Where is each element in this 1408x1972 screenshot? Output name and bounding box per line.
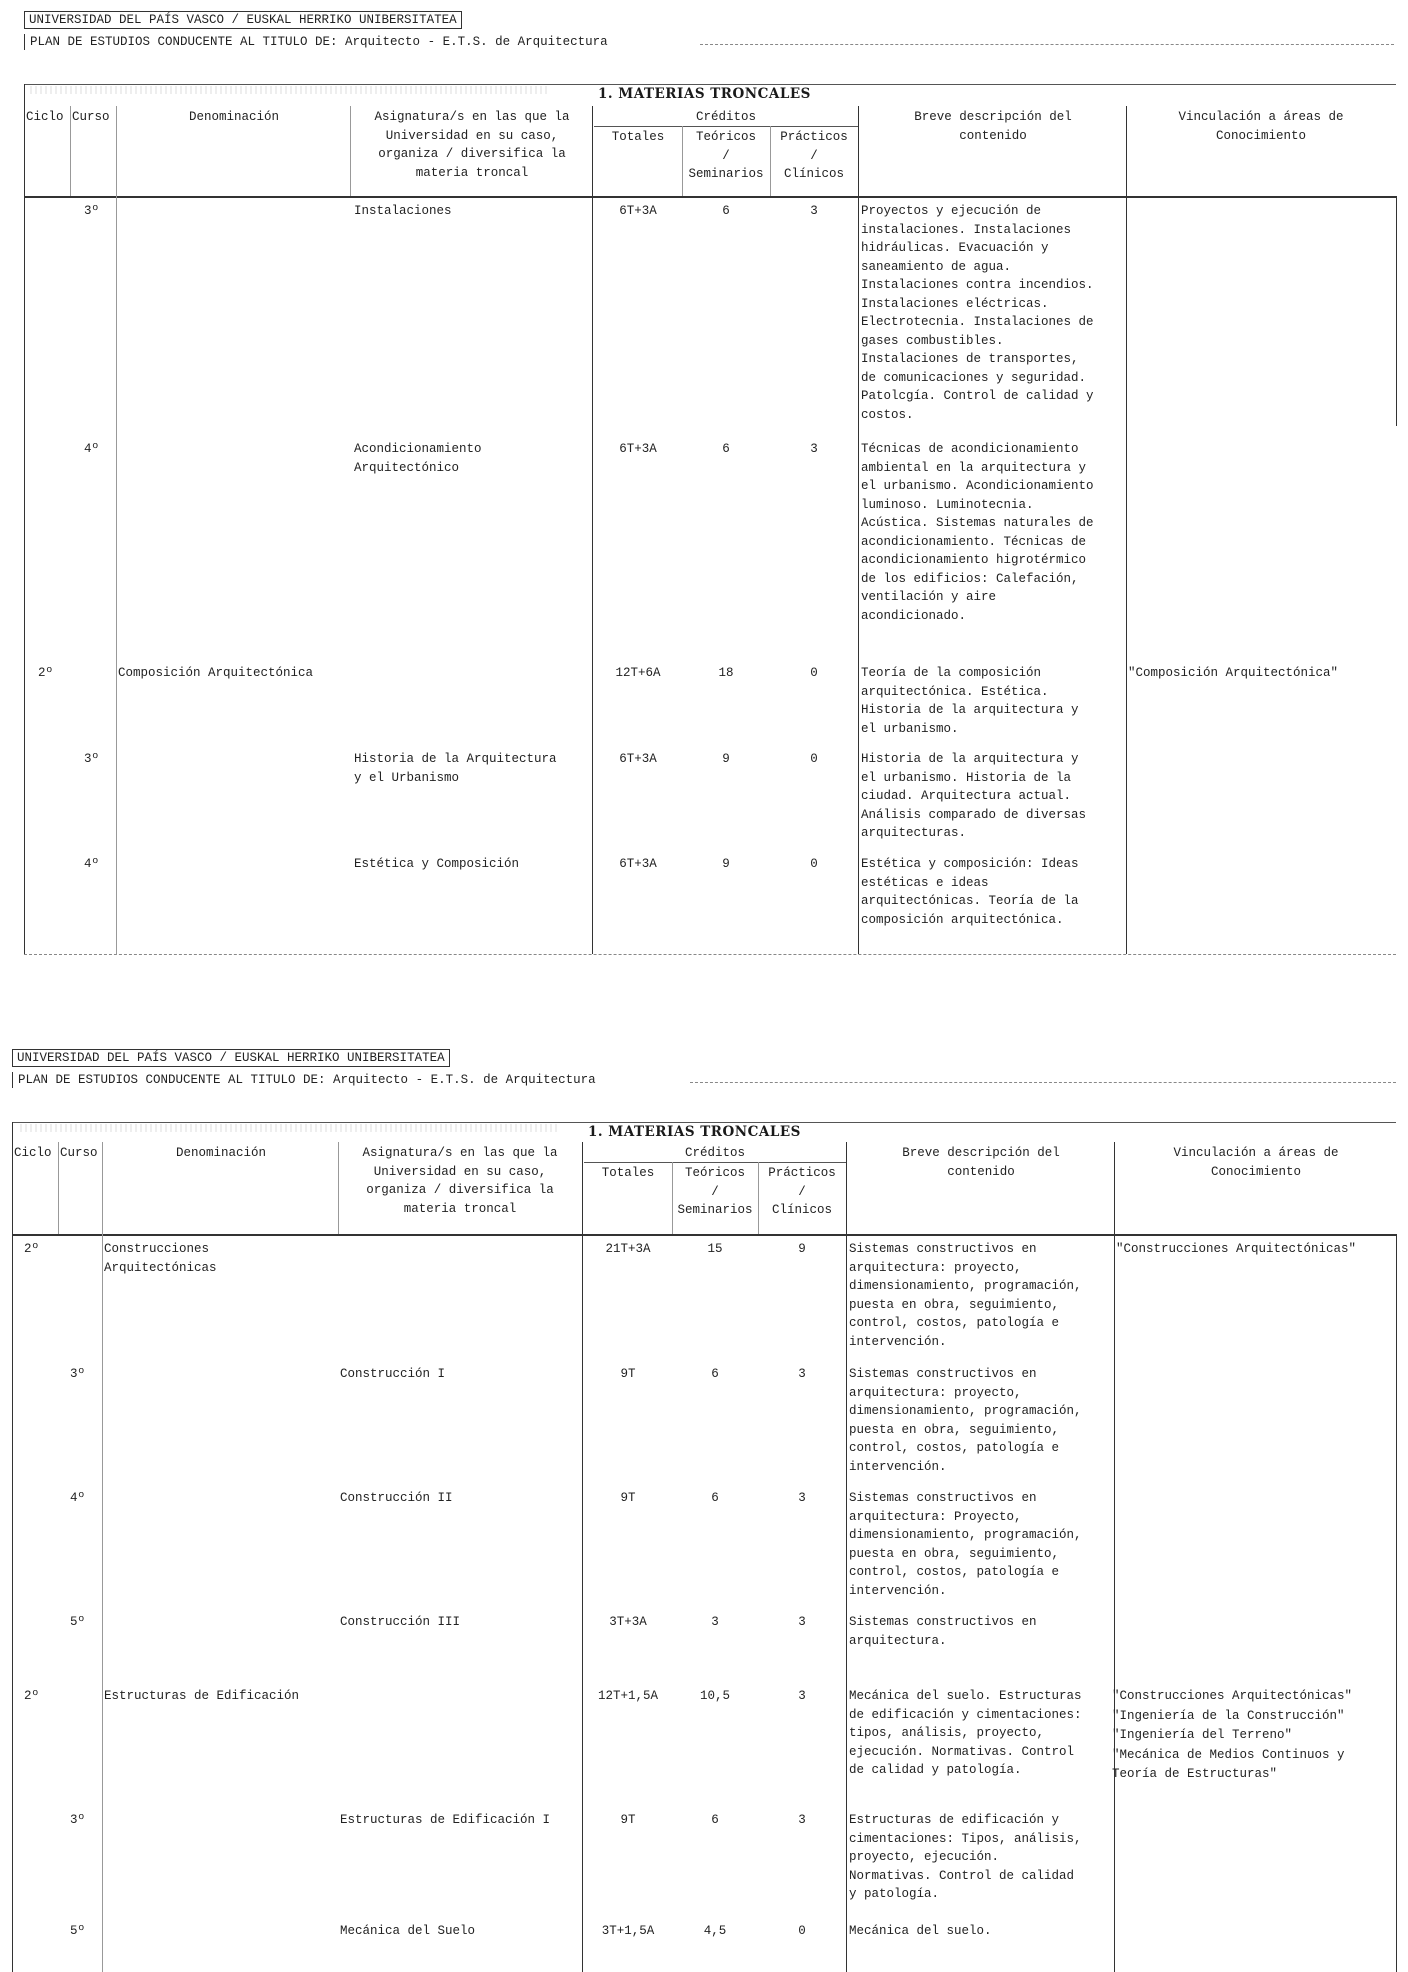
col-line [70,106,71,196]
row-teoricos: 10,5 [699,1689,730,1703]
section-title: 1. MATERIAS TRONCALES [598,86,811,102]
col-vinculacion-header: Vinculación a áreas de Conocimiento [1178,110,1344,143]
col-line [102,1142,103,1972]
col-totales-header: Totales [611,130,665,144]
col-creditos-header: Créditos [695,110,756,124]
col-descripcion-header: Breve descripción del contenido [914,110,1072,143]
row-descripcion: Estética y composición: Ideas estéticas e ideas arquitectónicas. Teoría de la composición arquitectónica. [861,857,1079,927]
row-totales: 12T+1,5A [597,1689,658,1703]
row-practicos: 3 [810,204,818,218]
row-descripcion: Sistemas constructivos en arquitectura: Proyecto, dimensionamiento, programación, puesta en obra, seguimiento, control, costos, patología e intervención. [849,1491,1082,1598]
col-descripcion-header: Breve descripción del contenido [902,1146,1060,1179]
row-denominacion: Composición Arquitectónica [118,666,314,680]
row-descripcion: Historia de la arquitectura y el urbanismo. Historia de la ciudad. Arquitectura actual. Análisis comparado de diversas arquitecturas. [861,752,1087,840]
col-creditos-header: Créditos [684,1146,745,1160]
col-line [682,126,683,196]
row-curso: 4º [70,1491,86,1505]
row-totales: 9T [620,1813,636,1827]
row-teoricos: 6 [722,204,730,218]
col-line [582,1142,583,1972]
col-line [338,1142,339,1234]
row-teoricos: 6 [711,1367,719,1381]
row-practicos: 0 [810,857,818,871]
col-line [758,1162,759,1234]
row-ciclo: 2º [24,1242,40,1256]
row-asignatura: Estructuras de Edificación I [340,1813,551,1827]
row-descripcion: Sistemas constructivos en arquitectura: proyecto, dimensionamiento, programación, puesta en obra, seguimiento, control, costos, patología e intervención. [849,1242,1082,1349]
col-denominacion-header: Denominación [175,1146,266,1160]
university-header: UNIVERSIDAD DEL PAÍS VASCO / EUSKAL HERRIKO UNIBERSITATEA [12,1049,450,1067]
row-totales: 6T+3A [619,752,657,766]
row-asignatura: Acondicionamiento Arquitectónico [354,442,482,475]
row-practicos: 0 [798,1924,806,1938]
row-ciclo: 2º [24,1689,40,1703]
row-asignatura: Construcción III [340,1615,461,1629]
row-descripcion: Sistemas constructivos en arquitectura. [849,1615,1037,1648]
page-1 [0,0,1408,980]
row-asignatura: Estética y Composición [354,857,520,871]
row-teoricos: 6 [711,1491,719,1505]
row-teoricos: 9 [722,857,730,871]
row-vinculacion: "Composición Arquitectónica" [1128,666,1339,680]
col-practicos-header: Prácticos / Clínicos [768,1166,836,1217]
row-practicos: 3 [810,442,818,456]
row-totales: 3T+3A [609,1615,647,1629]
row-totales: 6T+3A [619,204,657,218]
section-title: 1. MATERIAS TRONCALES [588,1124,801,1140]
col-line [858,106,859,954]
row-practicos: 3 [798,1813,806,1827]
col-teoricos-header: Teóricos / Seminarios [688,130,764,181]
row-ciclo: 2º [38,666,54,680]
col-curso-header: Curso [60,1146,98,1160]
row-totales: 6T+3A [619,442,657,456]
plan-header: PLAN DE ESTUDIOS CONDUCENTE AL TITULO DE: Arquitecto - E.T.S. de Arquitectura [12,1072,601,1088]
row-curso: 3º [70,1813,86,1827]
row-asignatura: Instalaciones [354,204,452,218]
row-curso: 3º [84,204,100,218]
row-vinculacion: "Construcciones Arquitectónicas" [1116,1242,1357,1256]
row-teoricos: 3 [711,1615,719,1629]
col-asignatura-header: Asignatura/s en las que la Universidad en su caso, organiza / diversifica la materia troncal [374,110,570,180]
col-ciclo-header: Ciclo [26,110,64,124]
col-line [12,1122,13,1972]
col-line [1396,196,1397,426]
row-teoricos: 6 [711,1813,719,1827]
row-descripcion: Mecánica del suelo. [849,1924,992,1938]
col-line [24,84,25,954]
row-curso: 5º [70,1615,86,1629]
col-ciclo-header: Ciclo [14,1146,52,1160]
row-practicos: 0 [810,752,818,766]
row-curso: 4º [84,857,100,871]
header-bottom-border [12,1234,1396,1236]
header-rule [690,1082,1396,1083]
row-totales: 9T [620,1367,636,1381]
row-teoricos: 6 [722,442,730,456]
row-practicos: 3 [798,1615,806,1629]
header-rule [700,44,1394,45]
page-2 [0,1040,1408,1972]
col-line [592,106,593,954]
col-denominacion-header: Denominación [188,110,279,124]
scan-noise [30,86,550,94]
row-teoricos: 9 [722,752,730,766]
row-vinculacion: "Construcciones Arquitectónicas" "Ingeniería de la Construcción" "Ingeniería del Terreno" "Mecánica de Medios Continuos y Teoría de Estructuras" [1112,1689,1353,1781]
university-header: UNIVERSIDAD DEL PAÍS VASCO / EUSKAL HERRIKO UNIBERSITATEA [24,11,462,29]
row-asignatura: Mecánica del Suelo [340,1924,476,1938]
row-totales: 9T [620,1491,636,1505]
row-totales: 6T+3A [619,857,657,871]
row-curso: 5º [70,1924,86,1938]
row-asignatura: Historia de la Arquitectura y el Urbanismo [354,752,557,785]
row-totales: 21T+3A [605,1242,651,1256]
scan-noise [20,1124,560,1132]
col-curso-header: Curso [72,110,110,124]
creditos-subrule [594,126,858,127]
row-asignatura: Construcción I [340,1367,446,1381]
col-line [1114,1142,1115,1972]
row-teoricos: 18 [718,666,734,680]
col-asignatura-header: Asignatura/s en las que la Universidad en su caso, organiza / diversifica la materia troncal [362,1146,558,1216]
col-line [116,106,117,954]
col-line [672,1162,673,1234]
row-teoricos: 15 [707,1242,723,1256]
row-denominacion: Estructuras de Edificación [104,1689,300,1703]
table-top-border [24,84,1396,85]
row-totales: 3T+1,5A [601,1924,655,1938]
col-teoricos-header: Teóricos / Seminarios [677,1166,753,1217]
row-descripcion: Teoría de la composición arquitectónica. Estética. Historia de la arquitectura y el urbanismo. [861,666,1079,736]
col-totales-header: Totales [601,1166,655,1180]
row-descripcion: Sistemas constructivos en arquitectura: proyecto, dimensionamiento, programación, puesta en obra, seguimiento, control, costos, patología e intervención. [849,1367,1082,1474]
col-line [770,126,771,196]
col-practicos-header: Prácticos / Clínicos [780,130,848,181]
row-practicos: 9 [798,1242,806,1256]
col-line [1126,106,1127,954]
row-descripcion: Técnicas de acondicionamiento ambiental en la arquitectura y el urbanismo. Acondicionamiento luminoso. Luminotecnia. Acústica. Sistemas naturales de acondicionamiento. Técnicas de acondicionamiento higrotérmico de los edificios: Calefación, ventilación y aire acondicionado. [861,442,1094,623]
col-line [846,1142,847,1972]
row-curso: 4º [84,442,100,456]
col-vinculacion-header: Vinculación a áreas de Conocimiento [1173,1146,1339,1179]
creditos-subrule [584,1162,846,1163]
header-bottom-border [24,196,1396,198]
col-line [58,1142,59,1234]
row-practicos: 0 [810,666,818,680]
col-line [350,106,351,196]
row-practicos: 3 [798,1367,806,1381]
row-totales: 12T+6A [615,666,661,680]
plan-header: PLAN DE ESTUDIOS CONDUCENTE AL TITULO DE: Arquitecto - E.T.S. de Arquitectura [24,34,613,50]
row-curso: 3º [70,1367,86,1381]
row-practicos: 3 [798,1491,806,1505]
col-line [1396,1234,1397,1972]
row-descripcion: Proyectos y ejecución de instalaciones. Instalaciones hidráulicas. Evacuación y saneamiento de agua. Instalaciones contra incendios. Instalaciones eléctricas. Electrotecnia. Instalaciones de gases combustibles. Instalaciones de transportes, de comunicaciones y seguridad. Patolcgía. Control de calidad y costos. [861,204,1094,422]
row-descripcion: Estructuras de edificación y cimentaciones: Tipos, análisis, proyecto, ejecución. Normativas. Control de calidad y patología. [849,1813,1082,1901]
row-descripcion: Mecánica del suelo. Estructuras de edificación y cimentaciones: tipos, análisis, proyecto, ejecución. Normativas. Control de calidad y patología. [849,1689,1082,1777]
table-bottom-border [24,954,1396,955]
row-teoricos: 4,5 [703,1924,727,1938]
row-asignatura: Construcción II [340,1491,453,1505]
row-denominacion: Construcciones Arquitectónicas [104,1242,217,1275]
row-curso: 3º [84,752,100,766]
table-top-border [12,1122,1396,1123]
row-practicos: 3 [798,1689,806,1703]
